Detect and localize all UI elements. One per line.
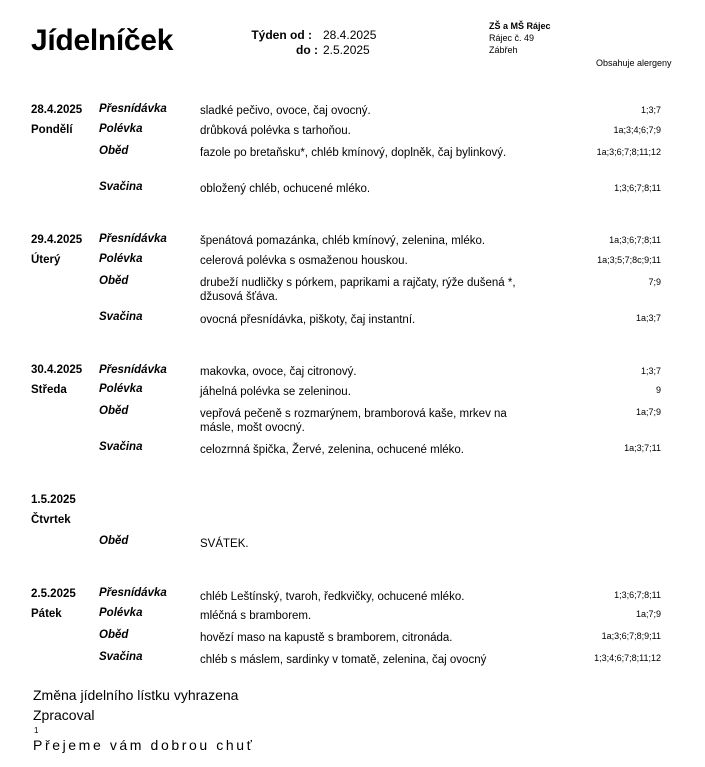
- meal-allergens: 7;9: [648, 277, 661, 287]
- meal-type: Polévka: [99, 253, 143, 265]
- day-name: Pátek: [31, 608, 62, 620]
- meal-dish: drubeží nudličky s pórkem, paprikami a rajčaty, rýže dušená *, džusová šťáva.: [200, 277, 516, 303]
- day-date: 28.4.2025: [31, 104, 83, 116]
- day-date: 29.4.2025: [31, 234, 83, 246]
- meal-type: Přesnídávka: [99, 364, 167, 376]
- meal-type: Polévka: [99, 607, 143, 619]
- meal-allergens: 1;3;7: [640, 366, 661, 376]
- meal-allergens: 1a;3;4;6;7;9: [613, 125, 661, 135]
- meal-allergens: 1a;3;7: [635, 313, 661, 323]
- meal-dish: chléb Leštínský, tvaroh, ředkvičky, ochucené mléko.: [200, 591, 465, 603]
- meal-type: Oběd: [99, 535, 129, 547]
- school-info: [489, 20, 551, 56]
- meal-allergens: 1;3;6;7;8;11: [614, 183, 661, 193]
- meal-dish: celozrnná špička, Žervé, zelenina, ochucené mléko.: [200, 444, 465, 456]
- meal-allergens: 1;3;6;7;8;11: [614, 590, 661, 600]
- meal-dish: jáhelná polévka se zeleninou.: [200, 386, 351, 398]
- meal-type: Svačina: [99, 441, 143, 453]
- prepared-by: Zpracoval: [33, 707, 95, 723]
- day-date: 2.5.2025: [31, 588, 76, 600]
- meal-dish: drůbková polévka s tarhoňou.: [200, 125, 351, 137]
- meal-dish: chléb s máslem, sardinky v tomatě, zelenina, čaj ovocný: [200, 654, 487, 666]
- meal-allergens: 1;3;7: [640, 105, 661, 115]
- meal-type: Oběd: [99, 405, 129, 417]
- meal-allergens: 1;3;4;6;7;8;11;12: [594, 653, 661, 663]
- meal-type: Svačina: [99, 311, 143, 323]
- meal-allergens: 1a;3;7;11: [624, 443, 661, 453]
- meal-dish: celerová polévka s osmaženou houskou.: [200, 255, 408, 267]
- day-name: Středa: [31, 384, 67, 396]
- meal-type: Přesnídávka: [99, 103, 167, 115]
- change-note: Změna jídelního lístku vyhrazena: [33, 687, 239, 703]
- meal-allergens: 1a;3;5;7;8c;9;11: [597, 255, 661, 265]
- page-title: Jídelníček: [31, 24, 174, 57]
- school-name: ZŠ a MŠ Rájec: [489, 21, 551, 31]
- day-date: 30.4.2025: [31, 364, 83, 376]
- meal-allergens: 9: [655, 385, 661, 395]
- meal-type: Oběd: [99, 629, 129, 641]
- meal-dish: hovězí maso na kapustě s bramborem, citronáda.: [200, 632, 453, 644]
- meal-allergens: 1a;7;9: [635, 407, 661, 417]
- meal-type: Přesnídávka: [99, 587, 167, 599]
- meal-dish: mléčná s bramborem.: [200, 610, 312, 622]
- day-name: Čtvrtek: [31, 514, 71, 526]
- meal-allergens: 1a;7;9: [635, 609, 661, 619]
- week-from-value: 28.4.2025: [323, 28, 377, 42]
- meal-type: Polévka: [99, 383, 143, 395]
- allergen-header: Obsahuje alergeny: [596, 58, 672, 68]
- day-name: Úterý: [31, 254, 61, 266]
- meal-dish: obložený chléb, ochucené mléko.: [200, 183, 371, 195]
- page-number: 1: [34, 726, 39, 735]
- meal-type: Přesnídávka: [99, 233, 167, 245]
- school-address: Rájec č. 49: [489, 33, 535, 43]
- day-date: 1.5.2025: [31, 494, 76, 506]
- meal-dish: vepřová pečeně s rozmarýnem, bramborová kaše, mrkev na másle, mošt ovocný.: [200, 408, 507, 434]
- wish-text: Přejeme vám dobrou chuť: [33, 737, 255, 753]
- meal-allergens: 1a;3;6;7;8;9;11: [601, 631, 661, 641]
- week-from-label: Týden od :: [251, 28, 312, 42]
- meal-dish: SVÁTEK.: [200, 538, 249, 550]
- meal-type: Svačina: [99, 651, 143, 663]
- day-name: Pondělí: [31, 124, 73, 136]
- week-to-label: do :: [296, 43, 318, 57]
- meal-dish: makovka, ovoce, čaj citronový.: [200, 366, 357, 378]
- meal-dish: ovocná přesnídávka, piškoty, čaj instantní.: [200, 314, 416, 326]
- meal-allergens: 1a;3;6;7;8;11: [609, 235, 661, 245]
- meal-type: Oběd: [99, 145, 129, 157]
- meal-type: Oběd: [99, 275, 129, 287]
- week-to-value: 2.5.2025: [323, 43, 370, 57]
- meal-type: Svačina: [99, 181, 143, 193]
- meal-allergens: 1a;3;6;7;8;11;12: [596, 147, 661, 157]
- meal-dish: sladké pečivo, ovoce, čaj ovocný.: [200, 105, 371, 117]
- school-town: Zábřeh: [489, 45, 518, 55]
- meal-dish: fazole po bretaňsku*, chléb kmínový, doplněk, čaj bylinkový.: [200, 147, 507, 159]
- meal-type: Polévka: [99, 123, 143, 135]
- meal-dish: špenátová pomazánka, chléb kmínový, zelenina, mléko.: [200, 235, 486, 247]
